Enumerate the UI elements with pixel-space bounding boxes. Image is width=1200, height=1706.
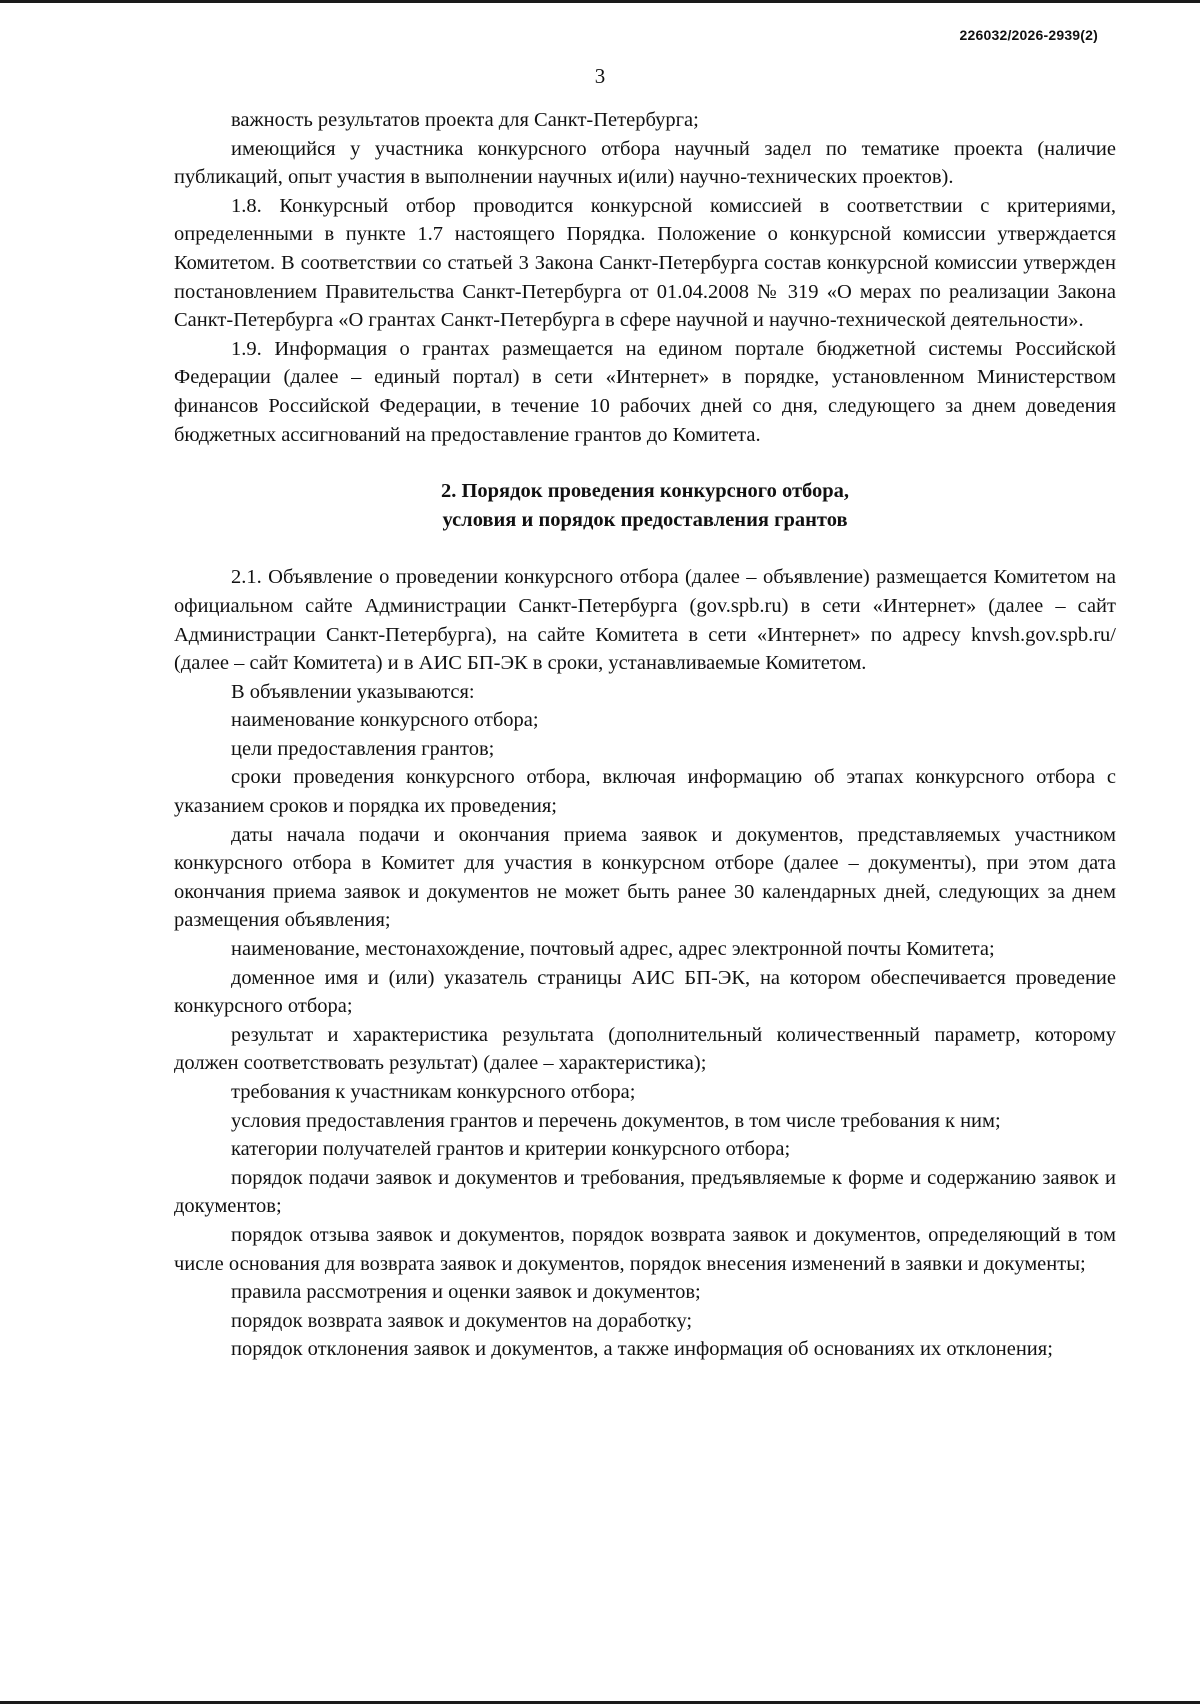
- paragraph: 1.9. Информация о грантах размещается на едином портале бюджетной системы Российской Федерации (далее – единый портал) в сети «Интернет» в порядке, установленном Министерством финансов Российской Федерации, в течение 10 рабочих дней со дня, следующего за днем доведения бюджетных ассигнований на предоставление грантов до Комитета.: [174, 337, 1116, 446]
- paragraph: В объявлении указываются:: [231, 680, 475, 703]
- paragraph: имеющийся у участника конкурсного отбора научный задел по тематике проекта (наличие публикаций, опыт участия в выполнении научных и(или) научно-технических проектов).: [174, 137, 1116, 189]
- section-heading-line: условия и порядок предоставления грантов: [442, 508, 848, 531]
- list-item: порядок возврата заявок и документов на доработку;: [231, 1309, 693, 1332]
- top-edge-rule: [0, 0, 1200, 3]
- list-item: даты начала подачи и окончания приема заявок и документов, представляемых участником конкурсного отбора в Комитет для участия в конкурсном отборе (далее – документы), при этом дата окончания приема заявок и документов не может быть ранее 30 календарных дней, следующих за днем размещения объявления;: [174, 823, 1116, 932]
- page-number: 3: [594, 64, 606, 88]
- paragraph: 1.8. Конкурсный отбор проводится конкурсной комиссией в соответствии с критериями, определенными в пункте 1.7 настоящего Порядка. Положение о конкурсной комиссии утверждается Комитетом. В соответствии со статьей 3 Закона Санкт-Петербурга состав конкурсной комиссии утвержден постановлением Правительства Санкт-Петербурга от 01.04.2008 № 319 «О мерах по реализации Закона Санкт-Петербурга «О грантах Санкт-Петербурга в сфере научной и научно-технической деятельности».: [174, 194, 1116, 332]
- list-item: правила рассмотрения и оценки заявок и документов;: [231, 1281, 701, 1304]
- list-item: наименование конкурсного отбора;: [231, 709, 539, 732]
- paragraph: 2.1. Объявление о проведении конкурсного отбора (далее – объявление) размещается Комитетом на официальном сайте Администрации Санкт-Петербурга (gov.spb.ru) в сети «Интернет» (далее – сайт Администрации Санкт-Петербурга), на сайте Комитета в сети «Интернет» по адресу knvsh.gov.spb.ru/ (далее – сайт Комитета) и в АИС БП-ЭК в сроки, устанавливаемые Комитетом.: [174, 566, 1116, 675]
- list-item: сроки проведения конкурсного отбора, включая информацию об этапах конкурсного отбора с указанием сроков и порядка их проведения;: [174, 766, 1116, 818]
- list-item: порядок отклонения заявок и документов, а также информация об основаниях их отклонения;: [231, 1338, 1053, 1361]
- list-item: условия предоставления грантов и перечень документов, в том числе требования к ним;: [231, 1109, 1001, 1132]
- section-heading: [174, 477, 1116, 534]
- bottom-edge-rule: [0, 1701, 1200, 1704]
- list-item: порядок отзыва заявок и документов, порядок возврата заявок и документов, определяющий в том числе основания для возврата заявок и документов, порядок внесения изменений в заявки и документы;: [174, 1223, 1116, 1275]
- document-body: [174, 106, 1116, 1364]
- registration-number: 226032/2026-2939(2): [959, 27, 1098, 43]
- list-item: категории получателей грантов и критерии конкурсного отбора;: [231, 1138, 791, 1161]
- list-item: наименование, местонахождение, почтовый адрес, адрес электронной почты Комитета;: [231, 938, 995, 961]
- list-item: цели предоставления грантов;: [231, 737, 495, 760]
- list-item: требования к участникам конкурсного отбора;: [231, 1081, 636, 1103]
- list-item: порядок подачи заявок и документов и требования, предъявляемые к форме и содержанию заявок и документов;: [174, 1166, 1116, 1218]
- list-item: результат и характеристика результата (дополнительный количественный параметр, которому должен соответствовать результат) (далее – характеристика);: [174, 1023, 1116, 1075]
- list-item: доменное имя и (или) указатель страницы АИС БП-ЭК, на котором обеспечивается проведение конкурсного отбора;: [174, 966, 1116, 1018]
- section-heading-line: 2. Порядок проведения конкурсного отбора,: [440, 480, 850, 503]
- paragraph: важность результатов проекта для Санкт-Петербурга;: [231, 109, 699, 131]
